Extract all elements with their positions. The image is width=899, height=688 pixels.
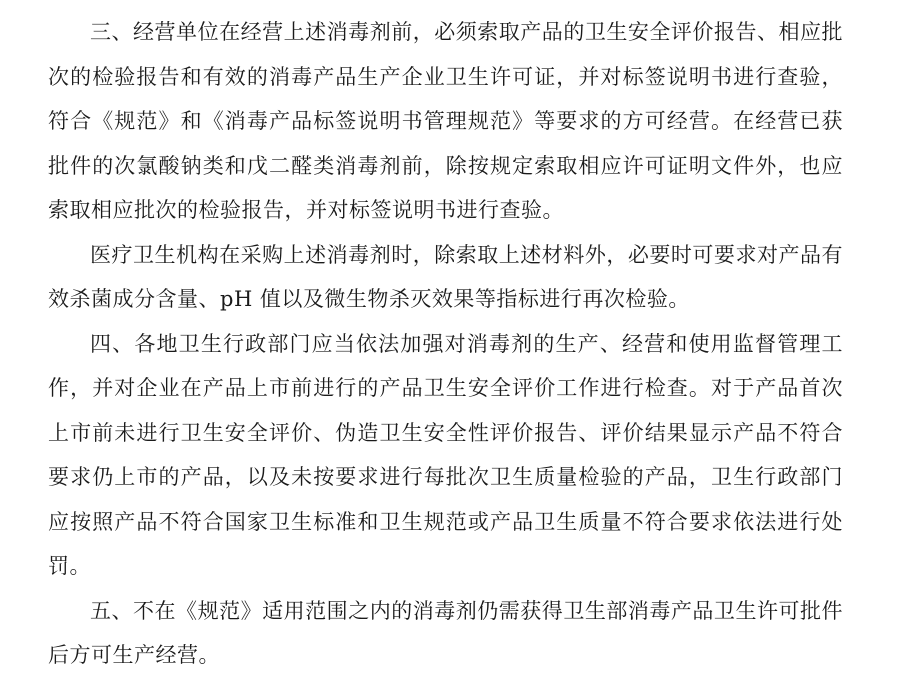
paragraph-section-four: 四、各地卫生行政部门应当依法加强对消毒剂的生产、经营和使用监督管理工作，并对企业在产品上市前进行的产品卫生安全评价工作进行检查。对于产品首次上市前未进行卫生安全评价、伪造卫生安全性评价报告、评价结果显示产品不符合要求仍上市的产品，以及未按要求进行每批次卫生质量检验的产品，卫生行政部门应按照产品不符合国家卫生标准和卫生规范或产品卫生质量不符合要求依法进行处罚。	[48, 331, 843, 578]
paragraph-section-five: 五、不在《规范》适用范围之内的消毒剂仍需获得卫生部消毒产品卫生许可批件后方可生产经营。	[48, 598, 843, 667]
paragraph-medical-institutions: 医疗卫生机构在采购上述消毒剂时，除索取上述材料外，必要时可要求对产品有效杀菌成分含量、pH 值以及微生物杀灭效果等指标进行再次检验。	[48, 242, 843, 311]
paragraph-section-three: 三、经营单位在经营上述消毒剂前，必须索取产品的卫生安全评价报告、相应批次的检验报告和有效的消毒产品生产企业卫生许可证，并对标签说明书进行查验，符合《规范》和《消毒产品标签说明书管理规范》等要求的方可经营。在经营已获批件的次氯酸钠类和戊二醛类消毒剂前，除按规定索取相应许可证明文件外，也应索取相应批次的检验报告，并对标签说明书进行查验。	[48, 20, 843, 222]
